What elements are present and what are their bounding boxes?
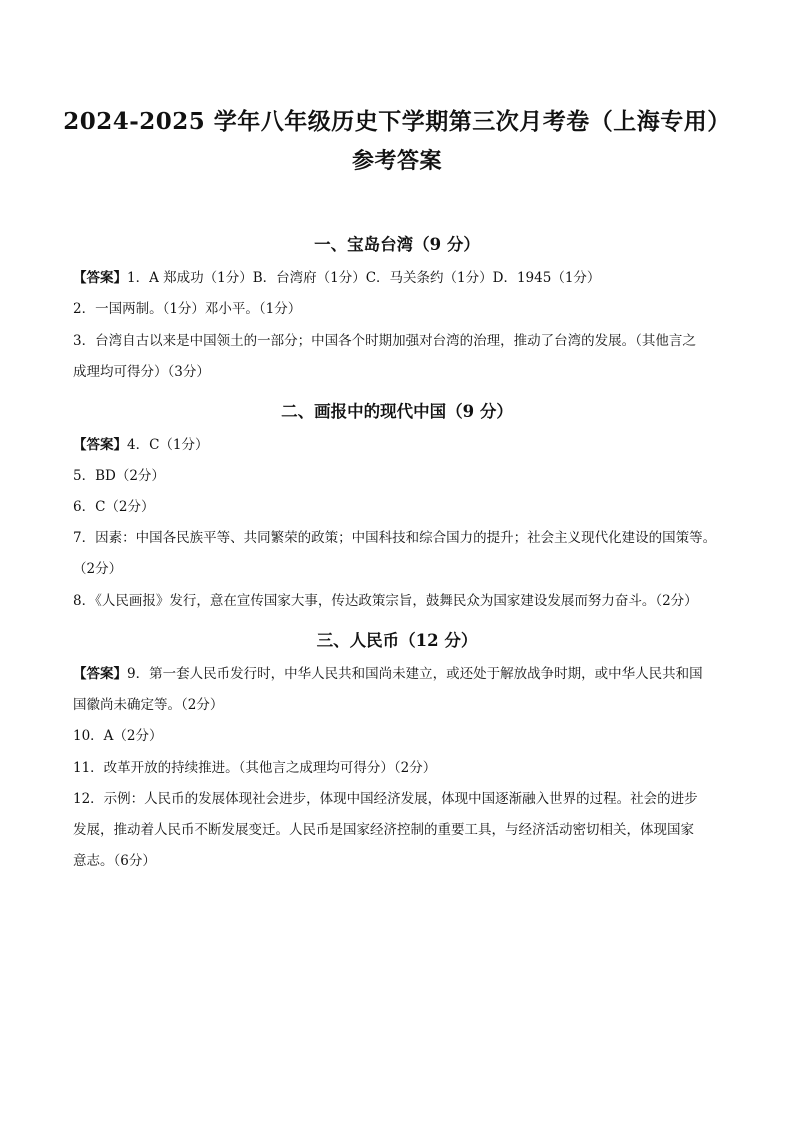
section-heading-pictorial: 二、画报中的现代中国（9 分） bbox=[281, 402, 513, 421]
document-title: 2024-2025 学年八年级历史下学期第三次月考卷（上海专用） bbox=[63, 108, 731, 135]
answer-line: 10．A（2分） bbox=[73, 728, 163, 744]
answer-line: 成理均可得分）（3分） bbox=[73, 364, 210, 380]
answer-label: 【答案】 bbox=[73, 666, 127, 682]
answer-text: 1．A 郑成功（1分）B．台湾府（1分）C．马关条约（1分）D．1945（1分） bbox=[127, 270, 601, 286]
answer-line: （2分） bbox=[73, 561, 123, 577]
answer-label: 【答案】 bbox=[73, 270, 127, 286]
answer-text: 4．C（1分） bbox=[127, 437, 209, 453]
document-subtitle: 参考答案 bbox=[351, 148, 442, 174]
answer-line bbox=[73, 435, 209, 455]
answer-line: 2．一国两制。（1分）邓小平。（1分） bbox=[73, 301, 302, 317]
answer-line: 8．《人民画报》发行，意在宣传国家大事，传达政策宗旨，鼓舞民众为国家建设发展而努力奋斗。（2分） bbox=[73, 593, 698, 609]
answer-text: 9．第一套人民币发行时，中华人民共和国尚未建立，或还处于解放战争时期，或中华人民共和国 bbox=[127, 666, 703, 682]
section-heading-rmb: 三、人民币（12 分） bbox=[316, 631, 478, 650]
answer-label: 【答案】 bbox=[73, 437, 127, 453]
answer-line bbox=[73, 268, 600, 288]
answer-line: 意志。（6分） bbox=[73, 853, 156, 869]
section-heading-taiwan: 一、宝岛台湾（9 分） bbox=[314, 235, 480, 254]
answer-line: 7．因素：中国各民族平等、共同繁荣的政策；中国科技和综合国力的提升；社会主义现代化建设的国策等。 bbox=[73, 530, 717, 546]
answer-line: 6．C（2分） bbox=[73, 499, 155, 515]
answer-line: 发展，推动着人民币不断发展变迁。人民币是国家经济控制的重要工具，与经济活动密切相关，体现国家 bbox=[73, 822, 694, 838]
answer-line: 国徽尚未确定等。（2分） bbox=[73, 697, 224, 713]
answer-line bbox=[73, 664, 703, 684]
answer-line: 12．示例：人民币的发展体现社会进步，体现中国经济发展，体现中国逐渐融入世界的过程。社会的进步 bbox=[73, 791, 698, 807]
answer-line: 3．台湾自古以来是中国领土的一部分；中国各个时期加强对台湾的治理，推动了台湾的发展。（其他言之 bbox=[73, 333, 696, 349]
answer-line: 11．改革开放的持续推进。（其他言之成理均可得分）（2分） bbox=[73, 760, 437, 776]
answer-line: 5．BD（2分） bbox=[73, 468, 165, 484]
